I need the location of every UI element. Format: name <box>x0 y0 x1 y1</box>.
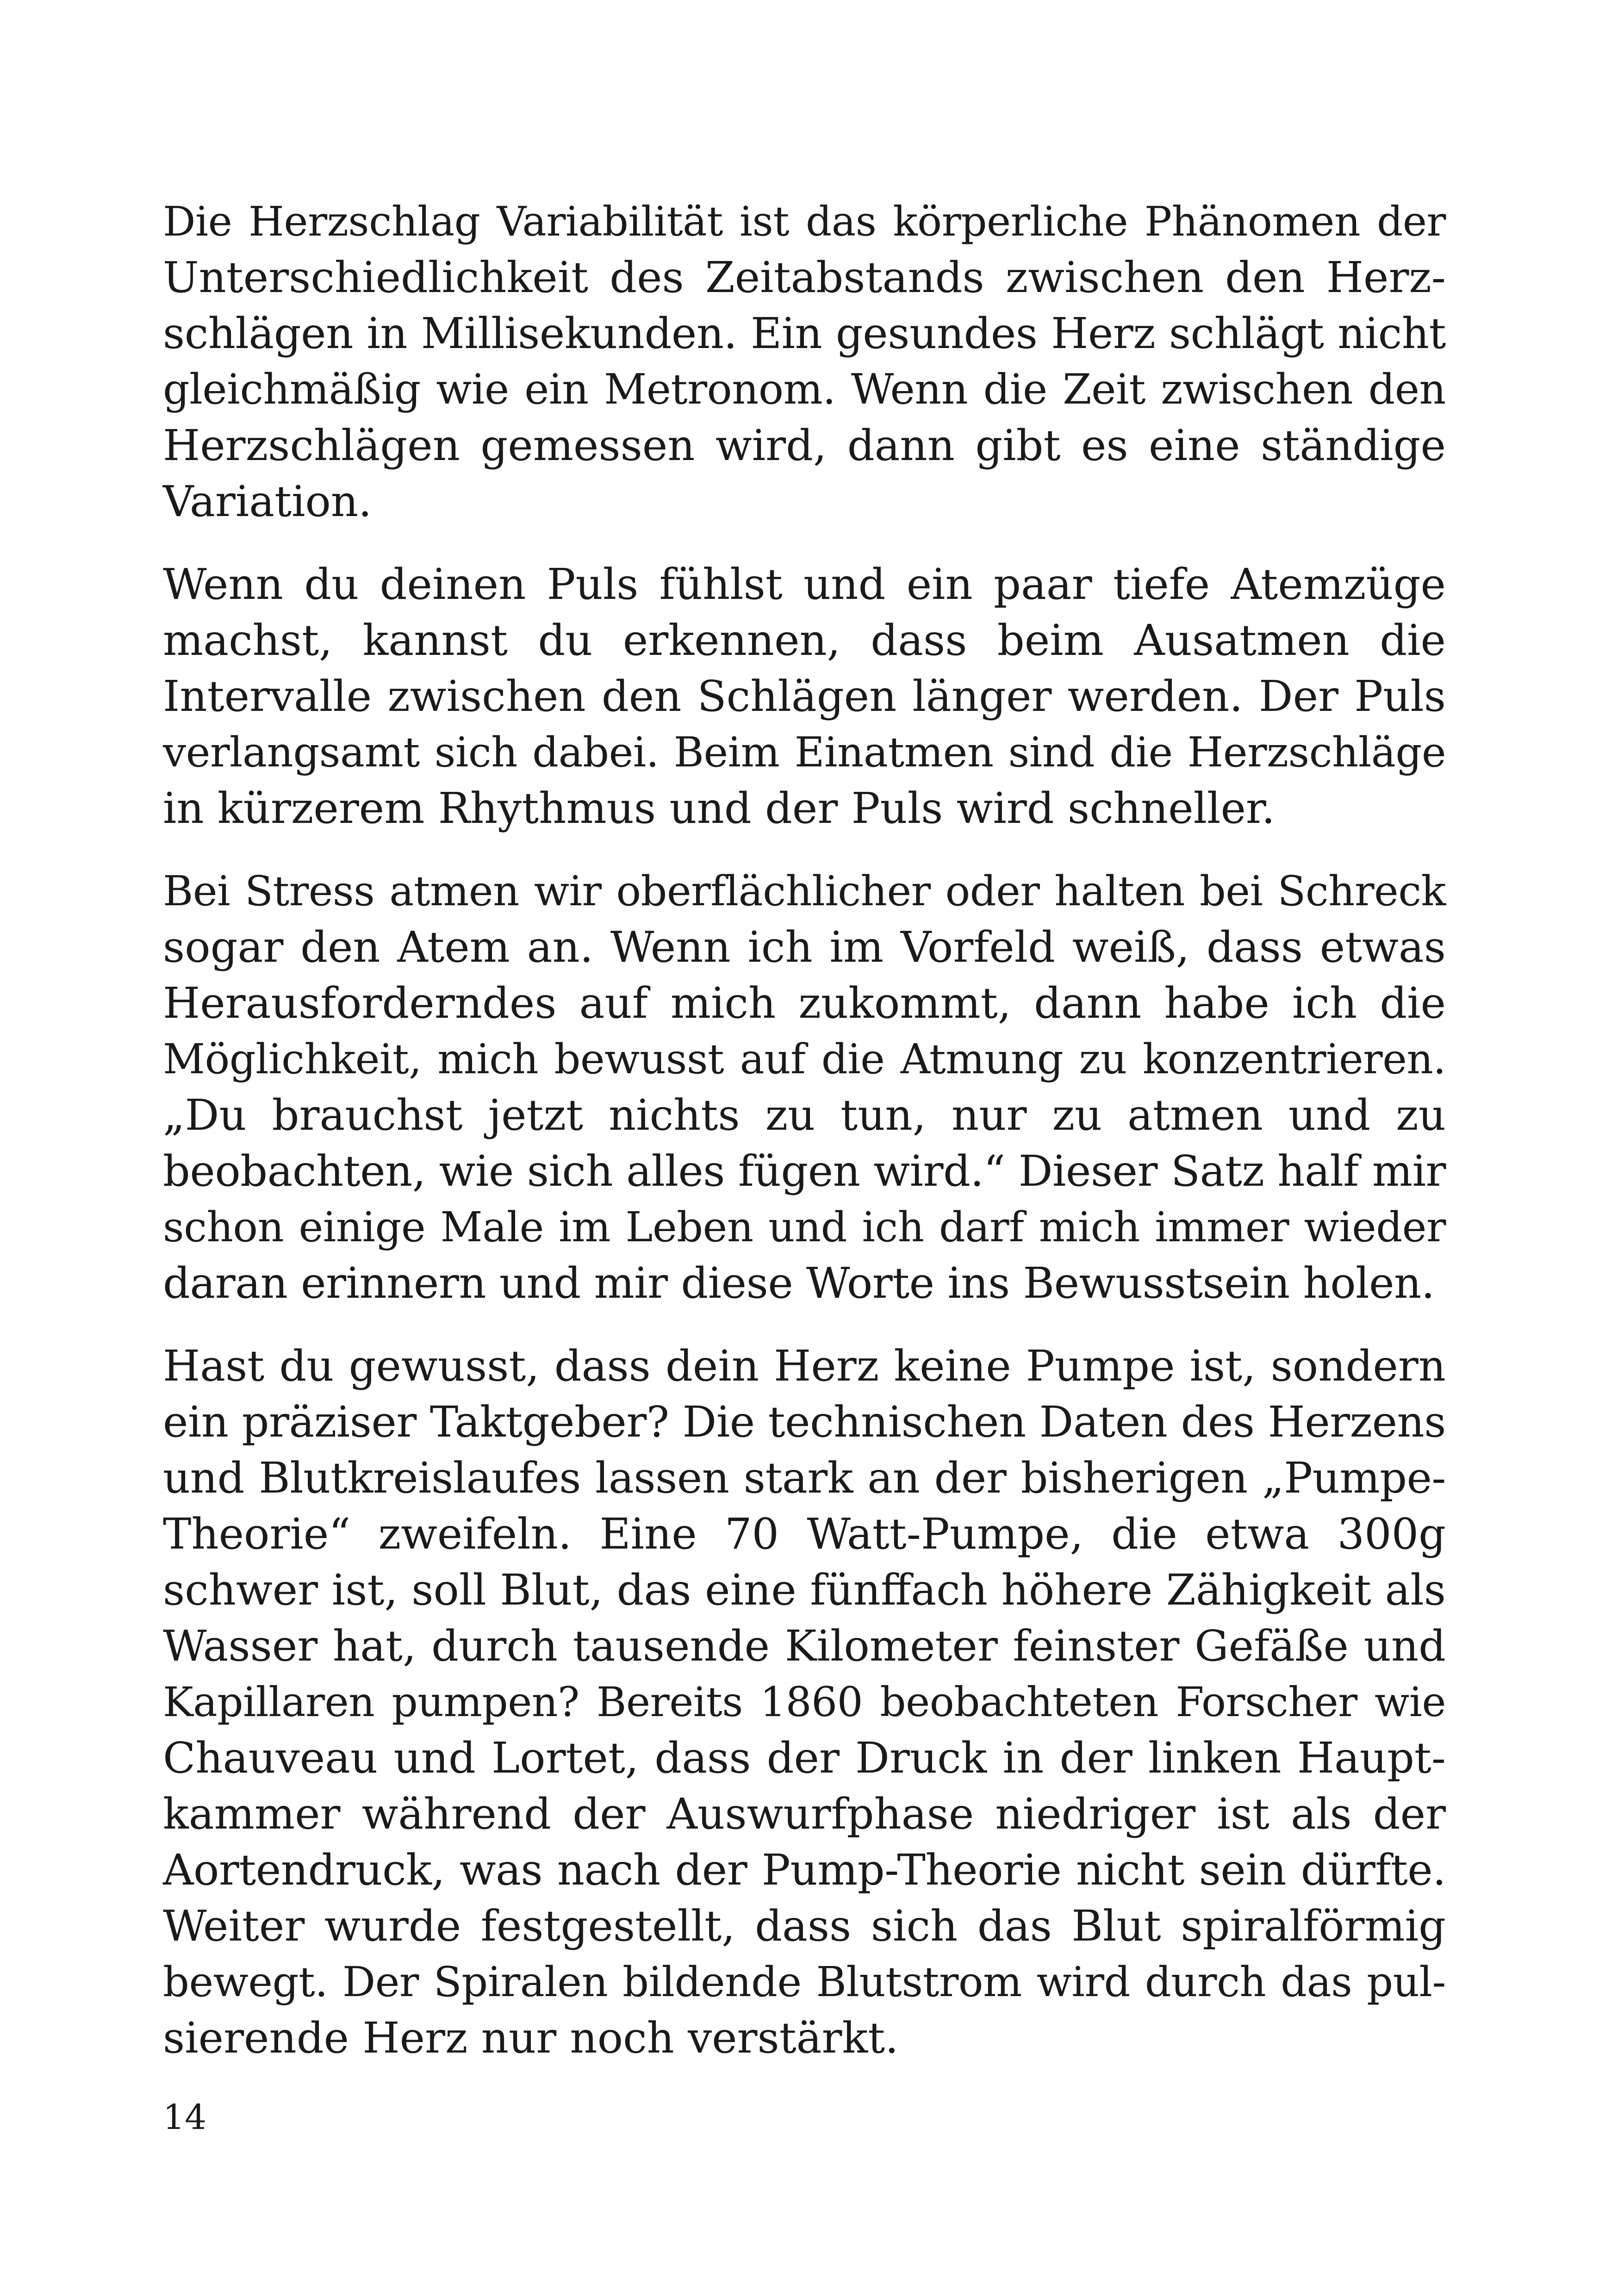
text-line: daran erinnern und mir diese Worte ins Bewusstsein holen. <box>163 1258 1435 1308</box>
text-line: schwer ist, soll Blut, das eine fünffach höhere Zähigkeit als <box>163 1565 1446 1615</box>
text-line: Möglichkeit, mich bewusst auf die Atmung zu konzentrieren. <box>163 1035 1446 1083</box>
text-line: Aortendruck, was nach der Pump-Theorie nicht sein dürfte. <box>163 1845 1446 1895</box>
text-line: kammer während der Auswurfphase niedriger ist als der <box>163 1789 1446 1839</box>
text-line: sogar den Atem an. Wenn ich im Vorfeld weiß, dass etwas <box>163 922 1446 972</box>
body-text <box>163 193 1446 2093</box>
text-line: Variation. <box>163 477 372 526</box>
text-line: und Blutkreislaufes lassen stark an der bisherigen „Pumpe- <box>163 1453 1446 1503</box>
text-line: Bei Stress atmen wir oberflächlicher oder halten bei Schreck <box>163 867 1446 915</box>
text-line: Unterschiedlichkeit des Zeitabstands zwischen den Herz- <box>163 253 1446 302</box>
text-line: Die Herzschlag Variabilität ist das körperliche Phänomen der <box>163 198 1446 245</box>
text-line: machst, kannst du erkennen, dass beim Ausatmen die <box>163 616 1446 665</box>
text-line: Hast du gewusst, dass dein Herz keine Pumpe ist, sondern <box>163 1341 1446 1391</box>
text-line: Wasser hat, durch tausende Kilometer feinster Gefäße und <box>163 1621 1446 1671</box>
paragraph <box>163 556 1446 836</box>
text-line: gleichmäßig wie ein Metronom. Wenn die Zeit zwischen den <box>163 365 1446 414</box>
text-line: verlangsamt sich dabei. Beim Einatmen sind die Herzschläge <box>163 728 1446 776</box>
page-number: 14 <box>163 2097 207 2137</box>
text-line: „Du brauchst jetzt nichts zu tun, nur zu atmen und zu <box>163 1090 1446 1140</box>
text-line: bewegt. Der Spiralen bildende Blutstrom wird durch das pul- <box>163 1958 1446 2006</box>
paragraph <box>163 1338 1446 2066</box>
text-line: Weiter wurde festgestellt, dass sich das Blut spiralförmig <box>163 1901 1446 1951</box>
text-line: Chauveau und Lortet, dass der Druck in der linken Haupt- <box>163 1733 1446 1783</box>
text-line: Intervalle zwischen den Schlägen länger werden. Der Puls <box>163 672 1446 721</box>
text-line: in kürzerem Rhythmus und der Puls wird schneller. <box>163 784 1276 833</box>
text-line: beobachten, wie sich alles fügen wird.“ Dieser Satz half mir <box>163 1146 1446 1196</box>
text-line: Herausforderndes auf mich zukommt, dann habe ich die <box>163 978 1446 1028</box>
text-line: schon einige Male im Leben und ich darf mich immer wieder <box>163 1203 1446 1251</box>
text-line: Wenn du deinen Puls fühlst und ein paar tiefe Atemzüge <box>163 560 1446 609</box>
text-line: ein präziser Taktgeber? Die technischen Daten des Herzens <box>163 1397 1446 1447</box>
paragraph <box>163 863 1446 1311</box>
text-line: sierende Herz nur noch verstärkt. <box>163 2013 899 2063</box>
text-line: Kapillaren pumpen? Bereits 1860 beobachteten Forscher wie <box>163 1678 1446 1726</box>
text-line: schlägen in Millisekunden. Ein gesundes Herz schlägt nicht <box>163 309 1446 358</box>
paragraph <box>163 193 1446 529</box>
text-line: Herzschlägen gemessen wird, dann gibt es eine ständige <box>163 421 1446 470</box>
text-line: Theorie“ zweifeln. Eine 70 Watt-Pumpe, die etwa 300g <box>163 1509 1446 1559</box>
